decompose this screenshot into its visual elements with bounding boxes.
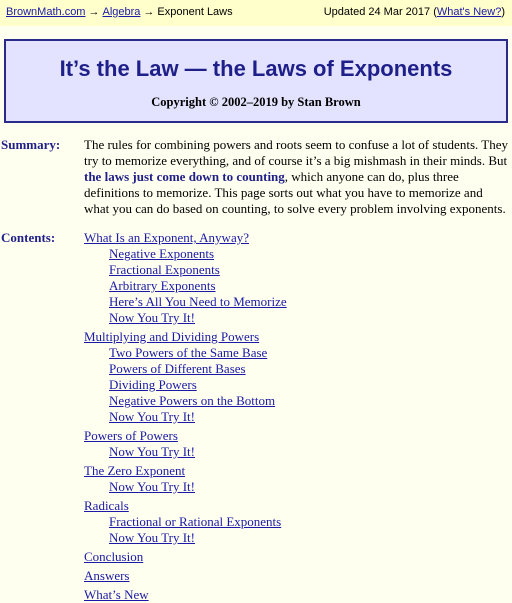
summary-text [84, 137, 509, 217]
toc-link-powers-of-powers[interactable]: Powers of Powers [84, 428, 178, 443]
toc-link-whats-new[interactable]: What’s New [84, 587, 149, 602]
contents-label: Contents: [1, 230, 56, 245]
breadcrumb-algebra-link[interactable]: Algebra [102, 6, 141, 18]
toc-link-radicals[interactable]: Radicals [84, 498, 129, 513]
updated-date: Updated 24 Mar 2017 ( [323, 6, 437, 18]
toc-link-try-it-3[interactable]: Now You Try It! [109, 444, 195, 459]
toc-link-try-it-4[interactable]: Now You Try It! [109, 479, 195, 494]
breadcrumb-bar [0, 0, 512, 26]
toc-link-try-it-1[interactable]: Now You Try It! [109, 310, 195, 325]
summary-part-2: , which anyone can do, plus three definitions to memorize. This page sorts out what you have to memorize and what you can do based on counting, to solve every problem involving exponents. [84, 169, 506, 216]
breadcrumb [6, 6, 233, 18]
toc-link-dividing-powers[interactable]: Dividing Powers [109, 377, 197, 392]
toc-link-different-bases[interactable]: Powers of Different Bases [109, 361, 246, 376]
breadcrumb-home-link[interactable]: BrownMath.com [6, 6, 86, 18]
breadcrumb-arrow: → [88, 6, 100, 18]
toc-link-try-it-5[interactable]: Now You Try It! [109, 530, 195, 545]
toc-link-rational-exponents[interactable]: Fractional or Rational Exponents [109, 514, 282, 529]
copyright: Copyright © 2002–2019 by Stan Brown [151, 95, 361, 109]
title-banner [4, 39, 508, 123]
toc-link-same-base[interactable]: Two Powers of the Same Base [109, 345, 268, 360]
toc-link-conclusion[interactable]: Conclusion [84, 549, 144, 564]
toc-link-zero-exponent[interactable]: The Zero Exponent [84, 463, 186, 478]
updated-notice [324, 6, 505, 18]
breadcrumb-current-page: Exponent Laws [157, 6, 233, 18]
toc-link-negative-exponents[interactable]: Negative Exponents [109, 246, 215, 261]
summary-part-1: The rules for combining powers and roots seem to confuse a lot of students. They try to memorize everything, and of course it’s a big mishmash in their minds. But [84, 137, 508, 168]
page-title: It’s the Law — the Laws of Exponents [59, 56, 453, 81]
toc-link-try-it-2[interactable]: Now You Try It! [109, 409, 195, 424]
whats-new-link[interactable]: What's New? [436, 6, 502, 18]
toc-link-what-is-exponent[interactable]: What Is an Exponent, Anyway? [84, 230, 249, 245]
summary-label: Summary: [1, 137, 61, 152]
toc-link-multiplying-dividing[interactable]: Multiplying and Dividing Powers [84, 329, 260, 344]
toc-link-fractional-exponents[interactable]: Fractional Exponents [109, 262, 220, 277]
toc-link-answers[interactable]: Answers [84, 568, 130, 583]
breadcrumb-arrow: → [143, 6, 155, 18]
updated-close-paren: ) [501, 6, 505, 18]
toc-link-negative-powers-bottom[interactable]: Negative Powers on the Bottom [109, 393, 276, 408]
toc-link-arbitrary-exponents[interactable]: Arbitrary Exponents [109, 278, 216, 293]
summary-bold: the laws just come down to counting [84, 169, 285, 184]
toc-link-memorize[interactable]: Here’s All You Need to Memorize [109, 294, 287, 309]
